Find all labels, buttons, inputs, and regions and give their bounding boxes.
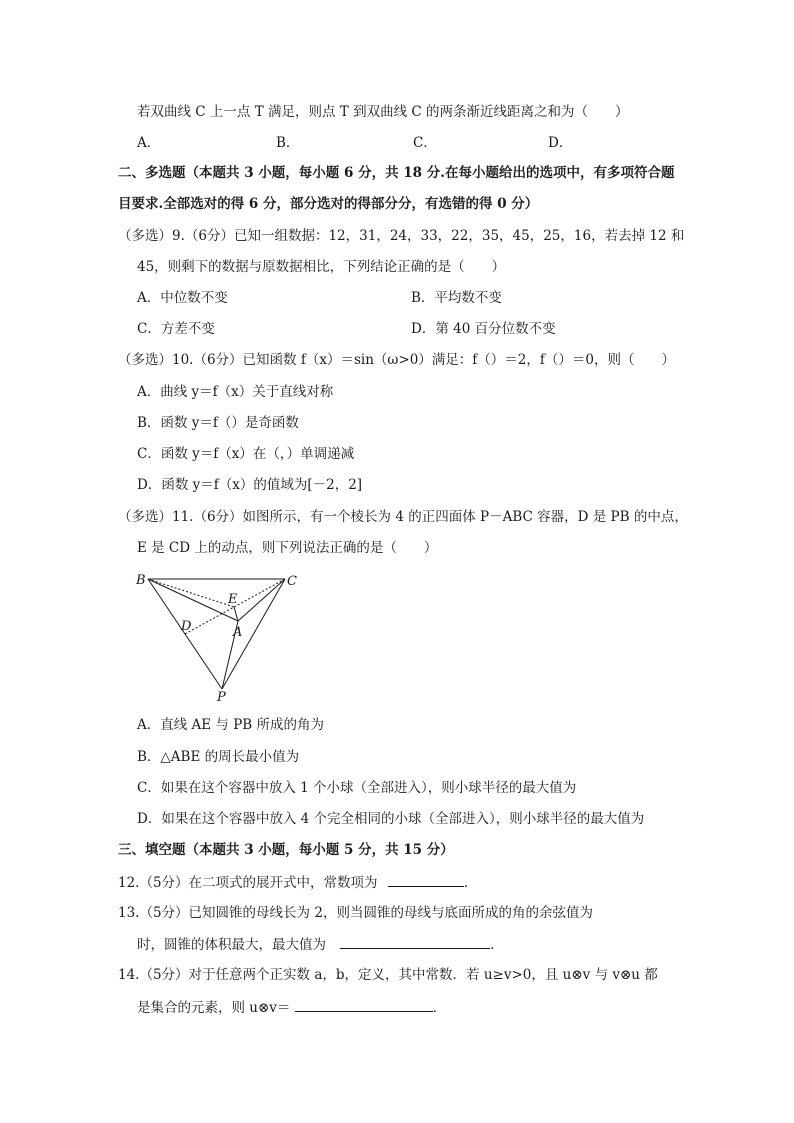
q10-option-d: D．函数 y＝f（x）的值域为[－2，2] bbox=[137, 477, 363, 493]
q14-answer-blank[interactable] bbox=[295, 997, 433, 1012]
tetrahedron-figure bbox=[130, 568, 310, 703]
edge-ca bbox=[238, 579, 285, 621]
q8-option-c: C． bbox=[413, 135, 437, 151]
q14-line2 bbox=[137, 997, 446, 1018]
q9-option-b: B．平均数不变 bbox=[411, 290, 502, 306]
label-d: D bbox=[181, 619, 192, 634]
section3-heading: 三、填空题（本题共 3 小题，每小题 5 分，共 15 分） bbox=[118, 842, 454, 858]
q10-line1: （多选）10.（6分）已知函数 f（x）＝sin（ω>0）满足：f（）＝2，f（）＝0，则（ ） bbox=[118, 352, 675, 368]
q13-text: 时，圆锥的体积最大，最大值为 bbox=[137, 937, 326, 953]
q11-option-d: D．如果在这个容器中放入 4 个完全相同的小球（全部进入），则小球半径的最大值为 bbox=[137, 811, 645, 827]
q11-line2: E 是 CD 上的动点，则下列说法正确的是（ ） bbox=[137, 540, 438, 556]
q9-line2: 45，则剩下的数据与原数据相比，下列结论正确的是（ ） bbox=[137, 259, 506, 275]
q12-answer-blank[interactable] bbox=[388, 872, 464, 887]
q8-option-a: A． bbox=[137, 135, 161, 151]
q11-option-c: C．如果在这个容器中放入 1 个小球（全部进入），则小球半径的最大值为 bbox=[137, 780, 577, 796]
q11-line1: （多选）11.（6分）如图所示，有一个棱长为 4 的正四面体 P－ABC 容器，D 是 PB 的中点， bbox=[118, 509, 688, 525]
q9-option-a: A．中位数不变 bbox=[137, 290, 228, 306]
q14-line1: 14.（5分）对于任意两个正实数 a，b，定义，其中常数．若 u≥v>0，且 u⊗v 与 v⊗u 都 bbox=[118, 967, 658, 983]
q9-option-c: C．方差不变 bbox=[137, 321, 215, 337]
section2-heading-line2: 目要求.全部选对的得 6 分，部分选对的得部分分，有选错的得 0 分） bbox=[118, 196, 539, 212]
q11-option-a: A．直线 AE 与 PB 所成的角为 bbox=[137, 717, 325, 733]
q10-option-b: B．函数 y＝f（）是奇函数 bbox=[137, 415, 299, 431]
label-c: C bbox=[287, 574, 297, 589]
q9-option-d: D．第 40 百分位数不变 bbox=[411, 321, 556, 337]
q9-line1: （多选）9.（6分）已知一组数据：12，31，24，33，22，35，45，25，16，若去掉 12 和 bbox=[118, 228, 685, 244]
q13-answer-blank[interactable] bbox=[340, 934, 490, 949]
q8-option-d: D． bbox=[548, 135, 573, 151]
q10-option-c: C．函数 y＝f（x）在（，）单调递减 bbox=[137, 446, 355, 462]
q13-line2 bbox=[137, 934, 504, 955]
section2-heading-line1: 二、多选题（本题共 3 小题，每小题 6 分，共 18 分.在每小题给出的选项中，有多项符合题 bbox=[118, 165, 675, 181]
label-a: A bbox=[233, 625, 243, 640]
q10-option-a: A．曲线 y＝f（x）关于直线对称 bbox=[137, 384, 334, 400]
q12-line bbox=[118, 872, 477, 893]
q13-end: ． bbox=[490, 937, 504, 953]
label-b: B bbox=[136, 573, 146, 588]
q14-end: ． bbox=[432, 1000, 447, 1016]
edge-ba bbox=[148, 579, 238, 621]
segment-be bbox=[148, 579, 234, 607]
label-p: P bbox=[217, 690, 226, 703]
q12-end: ． bbox=[463, 875, 478, 891]
q11-option-b: B．△ABE 的周长最小值为 bbox=[137, 749, 300, 765]
tetrahedron-diagram bbox=[130, 568, 310, 703]
label-e: E bbox=[228, 592, 238, 607]
q13-line1: 13.（5分）已知圆锥的母线长为 2，则当圆锥的母线与底面所成的角的余弦值为 bbox=[118, 905, 593, 921]
q8-option-b: B． bbox=[276, 135, 300, 151]
q12-text: 12.（5分）在二项式的展开式中，常数项为 bbox=[118, 875, 378, 891]
q8-stem: 若双曲线 C 上一点 T 满足，则点 T 到双曲线 C 的两条渐近线距离之和为（ ） bbox=[137, 104, 629, 120]
q14-text: 是集合的元素，则 u⊗v＝ bbox=[137, 1000, 291, 1016]
